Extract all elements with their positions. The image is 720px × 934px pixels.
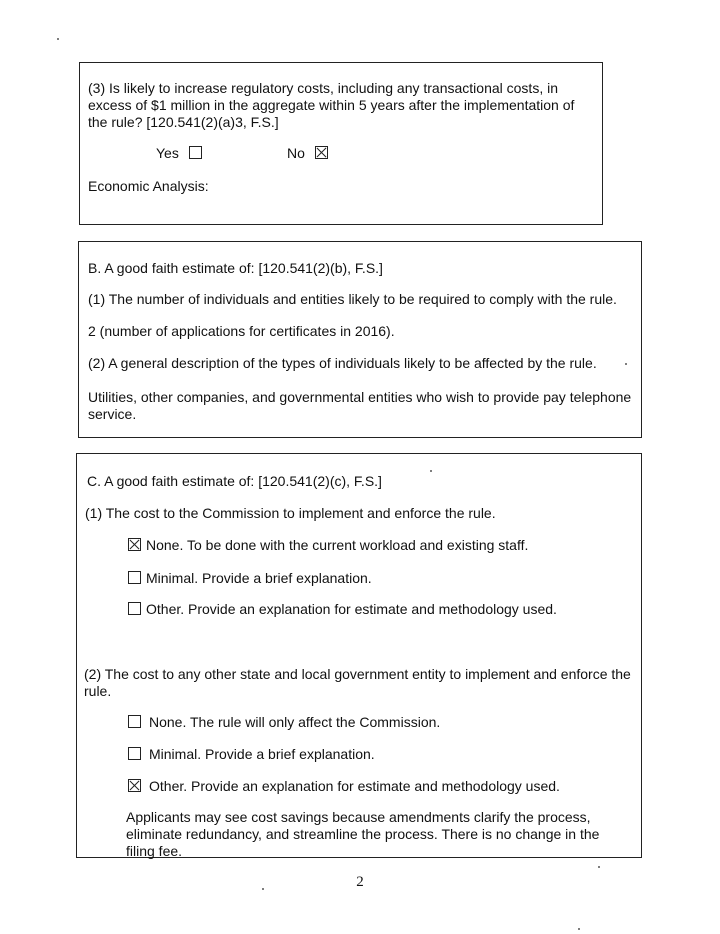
item-b2-answer: Utilities, other companies, and governmental entities who wish to provide pay telephone service. xyxy=(88,389,632,422)
no-checkbox-checked[interactable] xyxy=(315,146,328,159)
none-checkbox[interactable] xyxy=(128,715,141,728)
scan-speck xyxy=(578,928,580,930)
c1-option-minimal[interactable] xyxy=(128,570,372,587)
yes-checkbox[interactable] xyxy=(189,146,202,159)
minimal-checkbox[interactable] xyxy=(128,747,141,760)
c1-option-minimal-label: Minimal. Provide a brief explanation. xyxy=(146,570,372,586)
item-b1-answer: 2 (number of applications for certificates in 2016). xyxy=(88,323,395,339)
c2-option-none-label: None. The rule will only affect the Commission. xyxy=(149,714,441,730)
other-checkbox-checked[interactable] xyxy=(128,779,141,792)
good-faith-estimate-b-box xyxy=(78,241,642,438)
item-b2-text: (2) A general description of the types of individuals likely to be affected by the rule. xyxy=(88,355,597,371)
c2-option-other-label: Other. Provide an explanation for estimate and methodology used. xyxy=(149,778,560,794)
c1-option-other[interactable] xyxy=(128,601,557,618)
page-number: 2 xyxy=(356,874,364,890)
c2-option-other[interactable] xyxy=(128,778,560,795)
c1-option-other-label: Other. Provide an explanation for estimate and methodology used. xyxy=(146,601,557,617)
none-checkbox-checked[interactable] xyxy=(128,538,141,551)
c2-option-none[interactable] xyxy=(128,714,440,731)
no-label: No xyxy=(287,145,305,161)
good-faith-estimate-c-box xyxy=(76,453,642,858)
item-c1-text: (1) The cost to the Commission to implement and enforce the rule. xyxy=(85,505,496,521)
scan-speck xyxy=(57,38,59,40)
c2-option-minimal-label: Minimal. Provide a brief explanation. xyxy=(149,746,375,762)
section-b-heading: B. A good faith estimate of: [120.541(2)(b), F.S.] xyxy=(88,260,383,276)
economic-analysis-label: Economic Analysis: xyxy=(88,178,209,194)
c1-option-none[interactable] xyxy=(128,537,528,554)
c1-option-none-label: None. To be done with the current workload and existing staff. xyxy=(146,537,529,553)
scan-speck xyxy=(598,866,600,868)
section-c-heading: C. A good faith estimate of: [120.541(2)(c), F.S.] xyxy=(87,473,382,489)
item-b1-text: (1) The number of individuals and entities likely to be required to comply with the rule. xyxy=(88,291,617,307)
c2-option-minimal[interactable] xyxy=(128,746,375,763)
question-text: (3) Is likely to increase regulatory costs, including any transactional costs, in excess of $1 million in the aggregate within 5 years after the implementation of the rule? [120.541(2)(a)3, F.S.] xyxy=(88,80,575,130)
minimal-checkbox[interactable] xyxy=(128,571,141,584)
no-option[interactable] xyxy=(287,145,333,162)
item-c2-explanation: Applicants may see cost savings because amendments clarify the process, eliminate redundancy, and streamline the process. There is no change in the filing fee. xyxy=(126,809,600,859)
item-c2-text: (2) The cost to any other state and local government entity to implement and enforce the rule. xyxy=(84,666,631,699)
other-checkbox[interactable] xyxy=(128,602,141,615)
yes-option[interactable] xyxy=(156,145,207,162)
regulatory-cost-question-box xyxy=(79,62,603,225)
yes-label: Yes xyxy=(156,145,179,161)
